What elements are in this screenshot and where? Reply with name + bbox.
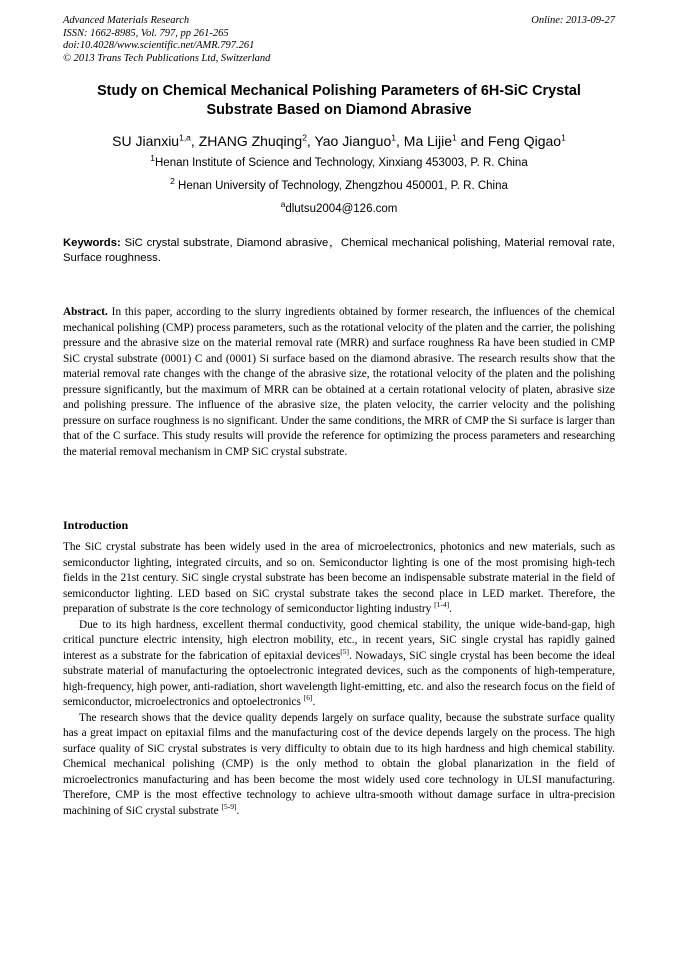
journal-header xyxy=(63,15,270,65)
author-affiliation-mark: 2 xyxy=(302,132,307,143)
abstract xyxy=(63,305,615,460)
issn: ISSN: 1662-8985, Vol. 797, pp 261-265 xyxy=(63,27,229,39)
section-heading: Introduction xyxy=(63,518,129,532)
introduction-body xyxy=(63,540,615,819)
paragraph: The SiC crystal substrate has been widely used in the area of microelectronics, photonics and new materials, such as semiconductor lighting, integrated circuits, and so on. Semiconductor lighting is one of the most promising high-tech fields in the 21st century. SiC single crystal substrate has been become an indispensable substrate material in the field of semiconductor lighting. LED based on SiC crystal substrate takes the second place in LED market. Therefore, the preparation of substrate is the core technology of semiconductor lighting industry [1-4]. xyxy=(63,541,615,615)
author: SU Jianxiu xyxy=(112,133,180,149)
paper-title: Study on Chemical Mechanical Polishing Parameters of 6H-SiC Crystal Substrate Based on Diamond Abrasive xyxy=(97,83,581,118)
author-affiliation-mark: 1 xyxy=(561,132,566,143)
author-affiliation-mark: 1 xyxy=(391,132,396,143)
keywords-text: SiC crystal substrate, Diamond abrasive，Chemical mechanical polishing, Material removal rate, Surface roughness. xyxy=(63,237,615,264)
abstract-text: In this paper, according to the slurry ingredients obtained by former research, the influences of the chemical mechanical polishing (CMP) process parameters, such as the rotational velocity of the platen and the carrier, the polishing pressure and the abrasive size on the material removal rate (MRR) and surface roughness Ra have been studied in CMP SiC crystal substrate (0001) C and (0001) Si surface based on the diamond abrasive. The research results show that the material removal rate changes with the change of the abrasive size, the rotational velocity of the platen and the polishing pressure significantly, but the maximum of MRR can be obtained at a certain rotational velocity of platen, abrasive size and polishing pressure. The influence of the abrasive size, the platen velocity, the carrier velocity and the polishing pressure on surface roughness is no significant. Under the same conditions, the MRR of CMP the Si surface is larger than that of the C surface. This study results will provide the reference for optimizing the process parameters and researching the material removal mechanism in CMP SiC crystal substrate. xyxy=(63,306,615,458)
paragraph: The research shows that the device quality depends largely on surface quality, because the substrate surface quality has a great impact on epitaxial films and the manufacturing cost of the device depends largely on the process. The high surface quality of SiC crystal substrates is very difficulty to obtain due to its high hardness and high chemical stability. Chemical mechanical polishing (CMP) is the only method to obtain the global planarization in the field of microelectronics manufacturing and has been become the most widely used core technology in ULSI manufacturing. Therefore, CMP is the most effective technology to achieve ultra-smooth without damage surface in ultra-precision machining of SiC crystal substrate [5-9]. xyxy=(63,711,615,817)
online-date: Online: 2013-09-27 xyxy=(531,15,615,26)
author-affiliation-mark: 1,a xyxy=(179,132,191,143)
author-list: SU Jianxiu$^{1,a}$, ZHANG Zhuqing$^2$, Yao Jianguo$^1$, Ma Lijie$^1$ and Feng Qigao$^1$ xyxy=(112,132,566,149)
journal-name: Advanced Materials Research xyxy=(63,15,190,26)
citation: [6] xyxy=(303,693,313,703)
citation: [1-4] xyxy=(434,600,450,610)
citation: [5-9] xyxy=(221,801,237,811)
paragraph: Due to its high hardness, excellent thermal conductivity, good chemical stability, the unique wide-band-gap, high critical puncture electric intensity, high electron mobility, etc., in recent years, SiC single crystal has rapidly gained interest as a substrate for the fabrication of epitaxial devices[5]. Nowadays, SiC single crystal has been become the ideal substrate material of manufacturing the optoelectronic integrated devices, such as the components of high-temperature, high-frequency, high power, anti-radiation, short wavelength light-emitting, etc. and also the research focus on the field of semiconductor, microelectronics and optoelectronics [6]. xyxy=(63,618,615,708)
author-affiliation-mark: 1 xyxy=(452,132,457,143)
author: ZHANG Zhuqing xyxy=(198,133,303,149)
author-email: $^a$dlutsu2004@126.com xyxy=(280,199,398,215)
author: Yao Jianguo xyxy=(314,133,392,149)
abstract-label: Abstract. xyxy=(63,306,108,318)
affiliation-1: $^1$Henan Institute of Science and Technology, Xinxiang 453003, P. R. China xyxy=(150,153,528,169)
keywords xyxy=(63,236,615,266)
doi: doi:10.4028/www.scientific.net/AMR.797.261 xyxy=(63,40,255,51)
author: Ma Lijie xyxy=(403,133,453,149)
citation: [5] xyxy=(340,646,349,656)
copyright: © 2013 Trans Tech Publications Ltd, Switzerland xyxy=(63,52,271,64)
author: Feng Qigao xyxy=(487,133,562,149)
keywords-label: Keywords: xyxy=(63,237,121,249)
affiliation-2: $^2$ Henan University of Technology, Zhengzhou 450001, P. R. China xyxy=(170,176,508,192)
